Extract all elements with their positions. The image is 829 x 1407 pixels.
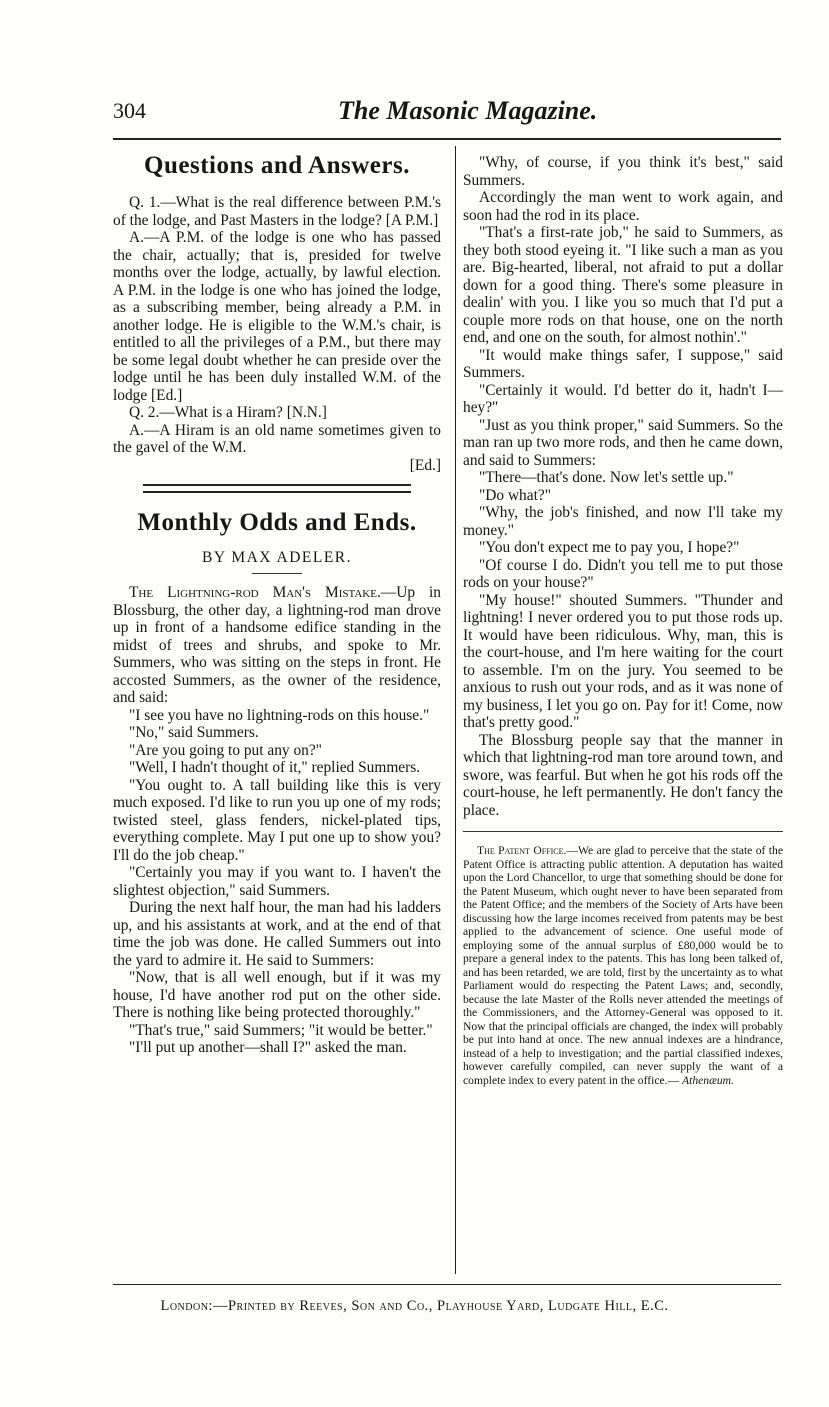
byline: BY MAX ADELER. [201, 549, 353, 566]
magazine-title: The Masonic Magazine. [338, 96, 598, 125]
patent-paragraph: The Patent Office.—We are glad to perceive that the state of the Patent Office is attracting public attention. A deputation has waited upon the Lord Chancellor, to urge that something should be done for the Patent Museum, which ought never to have been separated from the Patent Office; and the members of the Society of Arts have been discussing how the large incomes received from patents may be best applied to the advancement of science. One useful mode of employing some of the annual surplus of £80,000 would be to prepare a general index to the patents. This has long been talked of, and has been retarded, we are told, first by the uncertainty as to what Parliament would do respecting the Patent Laws; and, secondly, because the late Master of the Rolls never attended the meetings of the Commissioners, and the Attorney-General was opposed to it. Now that the principal officials are changed, the index will probably be put into hand at once. The new annual indexes are a hindrance, instead of a help to investigation; and the partial classified indexes, however carefully compiled, can never supply the want of a complete index to every patent in the office.— Athenæum. [463, 844, 783, 1087]
story-paragraph: "Why, of course, if you think it's best," said Summers. [463, 154, 783, 189]
story-paragraph: "Why, the job's finished, and now I'll take my money." [463, 504, 783, 539]
story-paragraph: "Of course I do. Didn't you tell me to put those rods on your house?" [463, 556, 783, 591]
story-paragraph: "Certainly it would. I'd better do it, hadn't I—hey?" [463, 381, 783, 416]
story-paragraph: "I see you have no lightning-rods on this house." [129, 706, 430, 724]
story-paragraph: Accordingly the man went to work again, and soon had the rod in its place. [463, 189, 783, 224]
qa-signature: [Ed.] [409, 456, 441, 474]
story-end-rule [463, 831, 783, 832]
story-paragraph: "It would make things safer, I suppose," said Summers. [463, 346, 783, 381]
right-column [463, 146, 783, 1087]
patent-title: The Patent Office.— [477, 844, 579, 857]
story-title: The Lightning-rod Man's Mistake.— [129, 584, 397, 601]
story-paragraph: "That's a first-rate job," he said to Summers, as they both stood eyeing it. "I like such a man as you are. Big-hearted, liberal, not afraid to put a dollar down for a good thing. There's some pleasure in dealin' with you. I like you so much that I'd put a couple more rods on that house, one on the north end, and one on the south, for almost nothin'." [463, 224, 783, 346]
patent-source: Athenæum. [682, 1073, 734, 1087]
patent-article [463, 844, 783, 1087]
footer-rule [113, 1284, 781, 1285]
left-column [113, 146, 441, 1057]
story-paragraph: "You don't expect me to pay you, I hope?" [479, 539, 740, 556]
story-paragraph: "I'll put up another—shall I?" asked the man. [129, 1039, 407, 1056]
story-left [113, 584, 441, 1057]
qa-paragraph: Q. 2.—What is a Hiram? [N.N.] [129, 404, 327, 421]
qa-heading: Questions and Answers. [144, 152, 410, 179]
byline-rule [252, 573, 302, 574]
story-paragraph: "Certainly you may if you want to. I haven't the slightest objection," said Summers. [113, 864, 441, 899]
section-double-rule [143, 484, 411, 493]
odds-heading: Monthly Odds and Ends. [137, 509, 417, 536]
header-rule [113, 138, 781, 140]
story-paragraph: "No," said Summers. [129, 724, 259, 741]
column-divider [455, 146, 456, 1274]
story-paragraph: "Just as you think proper," said Summers. So the man ran up two more rods, and then he came down, and said to Summers: [463, 416, 783, 469]
story-paragraph: During the next half hour, the man had his ladders up, and his assistants at work, and at the end of that time the job was done. He called Summers out into the yard to admire it. He said to Summers: [113, 899, 441, 969]
story-paragraph: "Well, I hadn't thought of it," replied Summers. [129, 759, 421, 776]
story-right [463, 154, 783, 819]
story-paragraph: "My house!" shouted Summers. "Thunder and lightning! I never ordered you to put those rods up. It would have been ridiculous. Why, man, this is the court-house, and I'm here waiting for the court to assemble. I'm on the jury. You seemed to be anxious to rush out your rods, and as it was none of my business, I let you go on. Pay for it! Come, now that's pretty good." [463, 591, 783, 731]
story-paragraph: "Do what?" [479, 486, 551, 504]
qa-paragraph: A.—A P.M. of the lodge is one who has passed the chair, actually; that is, presided for twelve months over the lodge, actually, by lawful election. A P.M. in the lodge is one who has joined the lodge, as a subscribing member, being already a P.M. in another lodge. He is eligible to the W.M.'s chair, is entitled to all the privileges of a P.M., but there may be some legal doubt whether he can preside over the lodge until he has been duly installed W.M. of the lodge [Ed.] [113, 229, 441, 404]
page-number: 304 [113, 98, 146, 123]
qa-paragraph: A.—A Hiram is an old name sometimes given to the gavel of the W.M. [113, 421, 441, 456]
story-paragraph: "Now, that is all well enough, but if it was my house, I'd have another rod put on the other side. There is nothing like being protected thoroughly." [113, 969, 441, 1021]
story-paragraph: The Lightning-rod Man's Mistake.—Up in Blossburg, the other day, a lightning-rod man drove up in front of a handsome edifice standing in the midst of trees and shrubs, and spoke to Mr. Summers, who was sitting on the steps in front. He accosted Summers, as the owner of the residence, and said: [113, 584, 441, 706]
qa-paragraph: Q. 1.—What is the real difference between P.M.'s of the lodge, and Past Masters in the lodge? [A P.M.] [113, 194, 441, 229]
story-paragraph: "Are you going to put any on?" [129, 741, 322, 759]
story-paragraph: "That's true," said Summers; "it would be better." [129, 1021, 433, 1039]
story-paragraph: "You ought to. A tall building like this is very much exposed. I'd like to run you up one of my rods; twisted steel, glass fenders, nickel-plated tips, everything complete. May I put one up to show you? I'll do the job cheap." [113, 776, 441, 864]
printer-imprint: London:—Printed by Reeves, Son and Co., Playhouse Yard, Ludgate Hill, E.C. [160, 1298, 669, 1314]
story-paragraph: The Blossburg people say that the manner in which that lightning-rod man tore around town, and swore, was fearful. But when he got his rods off the court-house, he left permanently. He don't fancy the place. [463, 731, 783, 819]
story-paragraph: "There—that's done. Now let's settle up." [479, 469, 734, 486]
qa-body [113, 194, 441, 474]
